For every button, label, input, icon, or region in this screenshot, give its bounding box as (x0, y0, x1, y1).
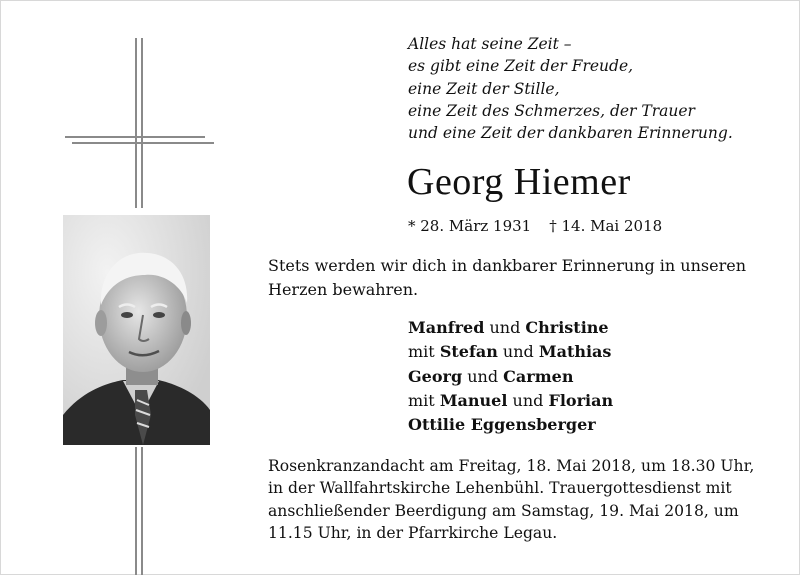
mourners-list (408, 316, 613, 437)
portrait-photo (63, 215, 210, 445)
cross-icon (62, 38, 214, 208)
cross-stem (125, 447, 145, 575)
remembrance-message: Stets werden wir dich in dankbarer Erinnerung in unseren Herzen bewahren. (268, 256, 747, 299)
poem-line: und eine Zeit der dankbaren Erinnerung. (408, 124, 733, 143)
life-dates (408, 215, 662, 237)
poem-line: es gibt eine Zeit der Freude, (408, 57, 634, 76)
poem-line: eine Zeit des Schmerzes, der Trauer (408, 101, 695, 120)
service-line: Rosenkranzandacht am Freitag, 18. Mai 2018, um 18.30 Uhr, (268, 457, 755, 475)
poem-line: eine Zeit der Stille, (408, 79, 560, 98)
poem (408, 33, 788, 144)
mourner-line: mit Manuel und Florian (408, 390, 614, 410)
mourner-line: Ottilie Eggensberger (408, 415, 596, 435)
mourner-line: Georg und Carmen (408, 366, 574, 386)
mourner-line: mit Stefan und Mathias (408, 342, 612, 362)
service-line: in der Wallfahrtskirche Lehenbühl. Trauergottesdienst mit (268, 479, 732, 498)
mourner-line: Manfred und Christine (408, 318, 609, 337)
service-line: 11.15 Uhr, in der Pfarrkirche Legau. (268, 524, 558, 543)
death-date: † 14. Mai 2018 (549, 217, 663, 235)
birth-date: * 28. März 1931 (408, 217, 532, 235)
service-info (268, 455, 755, 545)
service-line: anschließender Beerdigung am Samstag, 19. Mai 2018, um (268, 501, 739, 520)
deceased-name: Georg Hiemer (407, 161, 631, 203)
poem-line: Alles hat seine Zeit – (408, 35, 572, 53)
